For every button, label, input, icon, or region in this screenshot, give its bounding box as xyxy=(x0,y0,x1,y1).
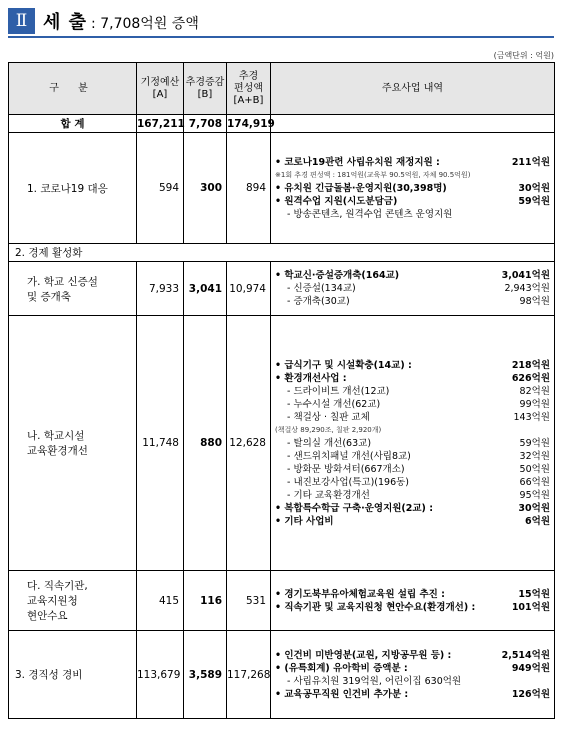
details-cell xyxy=(271,262,555,316)
detail-line xyxy=(275,662,550,675)
detail-text: • 교육공무직원 인건비 추가분 : xyxy=(275,688,409,700)
detail-amount: 95억원 xyxy=(519,489,550,501)
detail-amount: 2,943억원 xyxy=(504,283,550,294)
detail-text: • 유치원 긴급돌봄·운영지원(30,398명) xyxy=(275,182,447,194)
col-increase: 추경증감 [B] xyxy=(184,63,227,115)
details-cell xyxy=(271,133,555,244)
detail-amount: 30억원 xyxy=(518,502,550,514)
detail-text: - 누수시설 개선(62교) xyxy=(287,398,381,410)
detail-amount: 126억원 xyxy=(511,688,550,700)
detail-amount: 211억원 xyxy=(511,156,550,168)
detail-text: • 직속기관 및 교육지원청 현안수요(환경개선) : xyxy=(275,601,476,613)
detail-line xyxy=(275,601,550,614)
detail-text: • 학교신·증설증개축(164교) xyxy=(275,270,400,281)
detail-line xyxy=(275,476,550,489)
detail-line xyxy=(275,411,550,424)
detail-amount: 143억원 xyxy=(513,411,550,423)
table-row: 2. 경제 활성화 xyxy=(9,244,555,262)
detail-line xyxy=(275,675,550,688)
detail-line xyxy=(275,372,550,385)
section-header xyxy=(8,8,199,34)
detail-line xyxy=(275,282,550,295)
detail-text: • 원격수업 지원(시도분담금) xyxy=(275,195,398,207)
total-row: 합 계 167,211 7,708 174,919 xyxy=(9,115,555,133)
detail-text: (책걸상 89,290조, 칠판 2,920개) xyxy=(275,425,382,434)
detail-amount: 82억원 xyxy=(519,385,550,397)
detail-amount: 15억원 xyxy=(518,588,550,600)
detail-text: • 기타 사업비 xyxy=(275,515,334,527)
detail-line xyxy=(275,515,550,528)
table-row: 1. 코로나19 대응 594 300 894 • 코로나19관련 사립유치원 재정지원 : 211억원 ※1회 추경 편성액 : 181억원(교육부 90.5억원, 자체 90.5억원) • 유치원 긴급돌봄·운영지원(30,398명) 30억원 • 원격수업 지원(시도분담금) 59억원 - 방송콘텐츠, 원격수업 콘텐츠 운영지원 xyxy=(9,133,555,244)
detail-line xyxy=(275,359,550,372)
detail-line xyxy=(275,295,550,308)
detail-amount: 59억원 xyxy=(518,195,550,207)
detail-line xyxy=(275,195,550,208)
detail-amount: 2,514억원 xyxy=(501,649,550,661)
table-row: 나. 학교시설 교육환경개선 11,748 880 12,628 • 급식기구 및 시설확충(14교) : 218억원 • 환경개선사업 : 626억원 - 드라이비트 개선(12교) 82억원 - 누수시설 개선(62교) 99억원 - 책걸상 · 칠판 교체 143억원 (책걸상 89,290조, 칠판 2,920개) - 탈의실 개선(63교) 59억원 - 샌드위치패널 개선(사립8교) 32억원 - 방화문 방화셔터(667개소) 50억원 - 내진보강사업(특고)(196동) 66억원 - 기타 교육환경개선 95억원 • 복합특수학급 구축·운영지원(2교) : 30억원 • 기타 사업비 6억원 xyxy=(9,316,555,571)
detail-text: • 환경개선사업 : xyxy=(275,372,347,384)
detail-amount: 3,041억원 xyxy=(501,270,550,281)
detail-line xyxy=(275,156,550,169)
detail-text: • (유특회계) 유아학비 증액분 : xyxy=(275,662,408,674)
detail-line xyxy=(275,688,550,701)
detail-line xyxy=(275,385,550,398)
detail-amount: 626억원 xyxy=(511,372,550,384)
detail-text: • 복합특수학급 구축·운영지원(2교) : xyxy=(275,502,433,514)
detail-amount: 66억원 xyxy=(519,476,550,488)
detail-text: • 급식기구 및 시설확충(14교) : xyxy=(275,359,412,371)
section-amount: : 7,708억원 증액 xyxy=(91,16,199,32)
detail-text: - 샌드위치패널 개선(사립8교) xyxy=(287,450,411,462)
detail-line xyxy=(275,398,550,411)
detail-text: - 사립유치원 319억원, 어린이집 630억원 xyxy=(287,675,462,687)
section-number: Ⅱ xyxy=(8,8,35,34)
detail-line xyxy=(275,424,550,437)
detail-text: - 탈의실 개선(63교) xyxy=(287,437,372,449)
detail-line xyxy=(275,450,550,463)
table-row: 가. 학교 신증설 및 증개축 7,933 3,041 10,974 • 학교신·증설증개축(164교) 3,041억원 - 신증설(134교) 2,943억원 - 증개축(30교) 98억원 xyxy=(9,262,555,316)
detail-text: • 코로나19관련 사립유치원 재정지원 : xyxy=(275,156,440,168)
detail-amount: 50억원 xyxy=(519,463,550,475)
detail-line xyxy=(275,489,550,502)
detail-amount: 949억원 xyxy=(511,662,550,674)
detail-text: - 내진보강사업(특고)(196동) xyxy=(287,476,409,488)
detail-line xyxy=(275,502,550,515)
details-cell xyxy=(271,571,555,631)
detail-line xyxy=(275,649,550,662)
detail-amount: 59억원 xyxy=(519,437,550,449)
detail-line xyxy=(275,208,550,221)
detail-text: - 책걸상 · 칠판 교체 xyxy=(287,411,370,423)
detail-text: • 경기도북부유아체험교육원 설립 추진 : xyxy=(275,588,445,600)
unit-label: (금액단위 : 억원) xyxy=(493,51,554,60)
detail-amount: 101억원 xyxy=(511,601,550,613)
table-row: 다. 직속기관, 교육지원청 현안수요 415 116 531 • 경기도북부유아체험교육원 설립 추진 : 15억원 • 직속기관 및 교육지원청 현안수요(환경개선) : 101억원 xyxy=(9,571,555,631)
detail-text: - 드라이비트 개선(12교) xyxy=(287,385,390,397)
details-cell xyxy=(271,631,555,719)
col-base: 기정예산 [A] xyxy=(137,63,184,115)
detail-text: - 신증설(134교) xyxy=(287,283,356,294)
detail-line xyxy=(275,437,550,450)
detail-amount: 32억원 xyxy=(519,450,550,462)
header-divider xyxy=(8,36,554,38)
details-cell xyxy=(271,316,555,571)
detail-line xyxy=(275,463,550,476)
detail-text: - 증개축(30교) xyxy=(287,296,350,307)
detail-line xyxy=(275,269,550,282)
col-details: 주요사업 내역 xyxy=(271,63,555,115)
detail-text: - 방화문 방화셔터(667개소) xyxy=(287,463,405,475)
detail-line xyxy=(275,182,550,195)
detail-line xyxy=(275,169,550,182)
detail-amount: 30억원 xyxy=(518,182,550,194)
expenditure-table xyxy=(8,62,555,719)
detail-line xyxy=(275,588,550,601)
detail-text: • 인건비 미반영분(교원, 지방공무원 등) : xyxy=(275,649,452,661)
detail-text: - 방송콘텐츠, 원격수업 콘텐츠 운영지원 xyxy=(287,208,453,220)
col-revised: 추경 편성액 [A+B] xyxy=(227,63,271,115)
col-division: 구 분 xyxy=(9,63,137,115)
section-title: 세 출 : 7,708억원 증액 xyxy=(43,12,199,33)
detail-amount: 6억원 xyxy=(525,515,550,527)
detail-amount: 218억원 xyxy=(511,359,550,371)
detail-text: ※1회 추경 편성액 : 181억원(교육부 90.5억원, 자체 90.5억원) xyxy=(275,170,471,179)
detail-amount: 99억원 xyxy=(519,398,550,410)
detail-text: - 기타 교육환경개선 xyxy=(287,489,370,501)
table-row: 3. 경직성 경비 113,679 3,589 117,268 • 인건비 미반영분(교원, 지방공무원 등) : 2,514억원 • (유특회계) 유아학비 증액분 : 949억원 - 사립유치원 319억원, 어린이집 630억원 • 교육공무직원 인건비 추가분 : 126억원 xyxy=(9,631,555,719)
detail-amount: 98억원 xyxy=(519,296,550,307)
